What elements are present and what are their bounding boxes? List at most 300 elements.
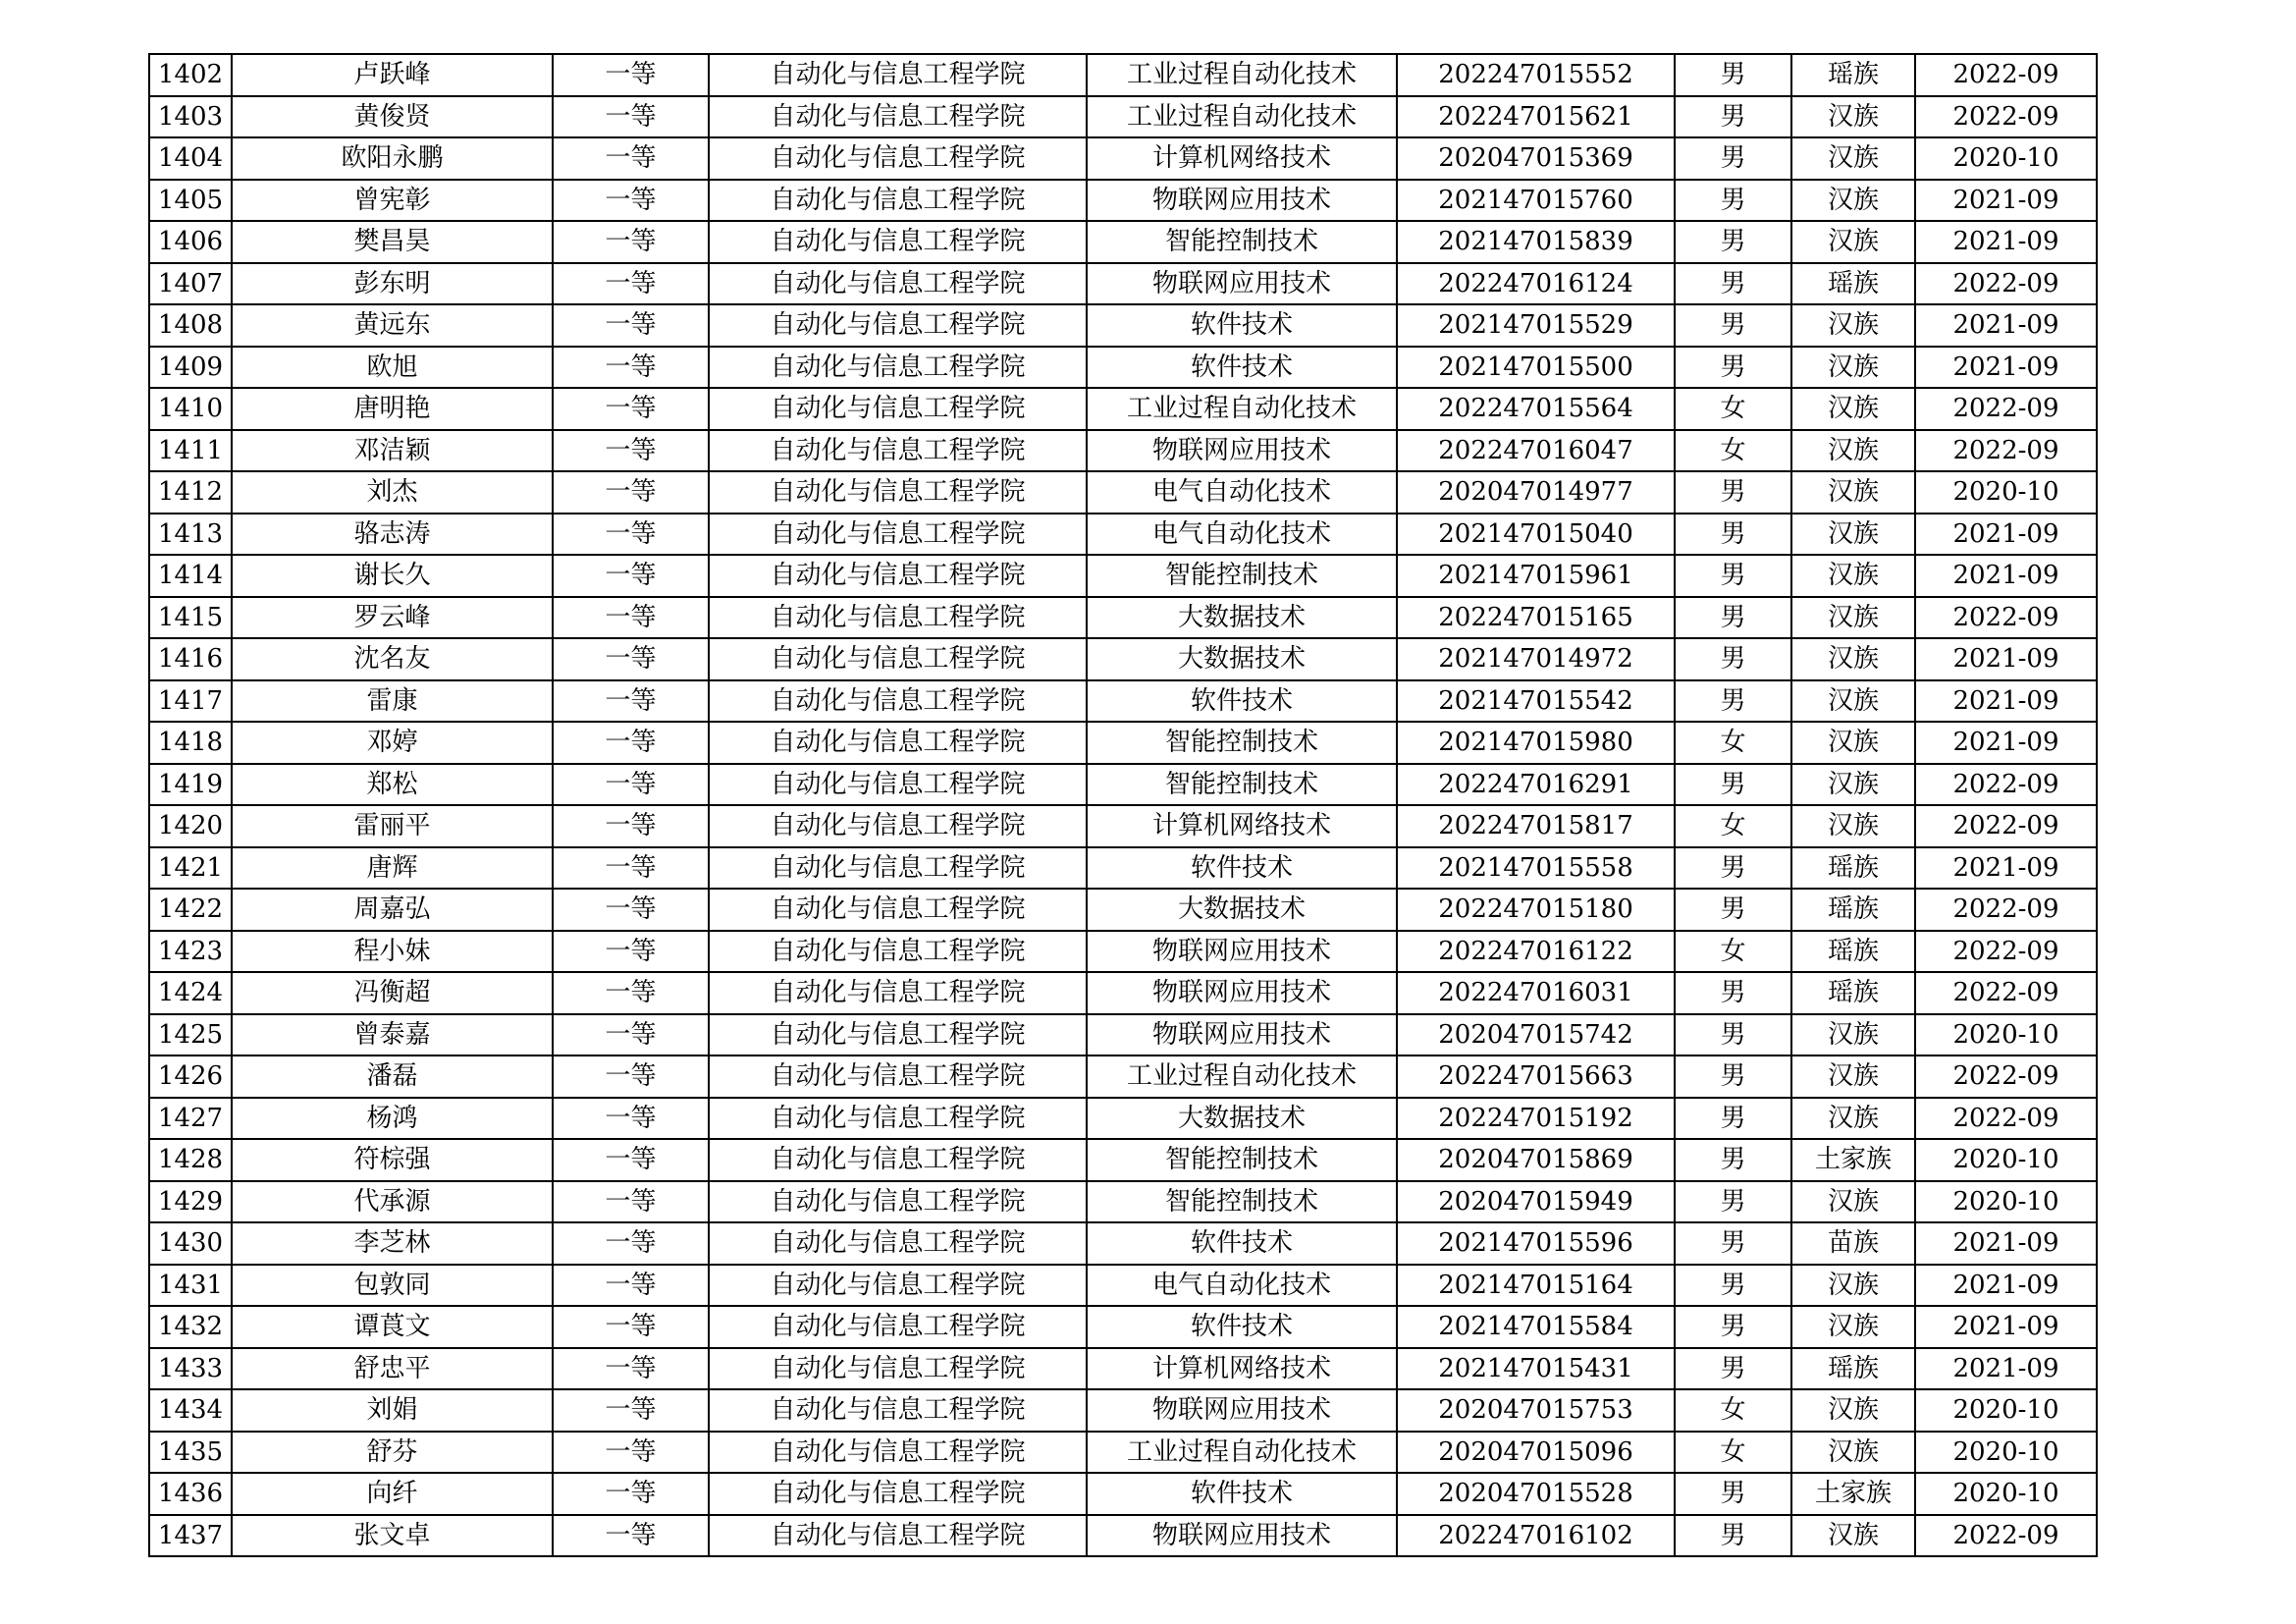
student-id-cell: 202147015980 [1397, 722, 1675, 764]
ethnicity-cell: 瑶族 [1791, 847, 1915, 890]
college-cell: 自动化与信息工程学院 [709, 1389, 1087, 1432]
college-cell: 自动化与信息工程学院 [709, 96, 1087, 138]
major-cell: 大数据技术 [1087, 889, 1397, 931]
table-row [149, 263, 2097, 305]
table-row [149, 137, 2097, 180]
enrollment-date-cell: 2021-09 [1915, 1348, 2097, 1390]
student-id-cell: 202147015040 [1397, 514, 1675, 556]
enrollment-date-cell: 2020-10 [1915, 471, 2097, 514]
gender-cell: 男 [1675, 347, 1791, 389]
college-cell: 自动化与信息工程学院 [709, 1014, 1087, 1056]
name-cell: 谢长久 [232, 555, 553, 597]
ethnicity-cell: 汉族 [1791, 180, 1915, 222]
student-id-cell: 202147015542 [1397, 680, 1675, 723]
row-number-cell: 1435 [149, 1432, 232, 1474]
table-row [149, 221, 2097, 263]
student-id-cell: 202147015529 [1397, 304, 1675, 347]
row-number-cell: 1415 [149, 597, 232, 639]
college-cell: 自动化与信息工程学院 [709, 722, 1087, 764]
college-cell: 自动化与信息工程学院 [709, 805, 1087, 847]
ethnicity-cell: 瑶族 [1791, 263, 1915, 305]
table-row [149, 388, 2097, 430]
name-cell: 黄远东 [232, 304, 553, 347]
student-id-cell: 202047015949 [1397, 1181, 1675, 1223]
award-level-cell: 一等 [553, 1098, 709, 1140]
enrollment-date-cell: 2022-09 [1915, 96, 2097, 138]
major-cell: 计算机网络技术 [1087, 1348, 1397, 1390]
gender-cell: 男 [1675, 471, 1791, 514]
table-row [149, 931, 2097, 973]
row-number-cell: 1423 [149, 931, 232, 973]
student-id-cell: 202247015564 [1397, 388, 1675, 430]
name-cell: 欧阳永鹏 [232, 137, 553, 180]
row-number-cell: 1416 [149, 638, 232, 680]
award-level-cell: 一等 [553, 1222, 709, 1265]
enrollment-date-cell: 2022-09 [1915, 889, 2097, 931]
student-id-cell: 202247015552 [1397, 54, 1675, 96]
gender-cell: 男 [1675, 847, 1791, 890]
gender-cell: 男 [1675, 638, 1791, 680]
award-level-cell: 一等 [553, 847, 709, 890]
gender-cell: 男 [1675, 1014, 1791, 1056]
table-body [149, 54, 2097, 1556]
ethnicity-cell: 汉族 [1791, 1265, 1915, 1307]
row-number-cell: 1433 [149, 1348, 232, 1390]
ethnicity-cell: 汉族 [1791, 1181, 1915, 1223]
row-number-cell: 1410 [149, 388, 232, 430]
name-cell: 舒忠平 [232, 1348, 553, 1390]
enrollment-date-cell: 2021-09 [1915, 514, 2097, 556]
student-id-cell: 202047015869 [1397, 1139, 1675, 1181]
enrollment-date-cell: 2020-10 [1915, 1473, 2097, 1515]
award-level-cell: 一等 [553, 764, 709, 806]
ethnicity-cell: 汉族 [1791, 347, 1915, 389]
gender-cell: 男 [1675, 1056, 1791, 1098]
enrollment-date-cell: 2021-09 [1915, 1265, 2097, 1307]
enrollment-date-cell: 2022-09 [1915, 597, 2097, 639]
ethnicity-cell: 土家族 [1791, 1139, 1915, 1181]
award-level-cell: 一等 [553, 722, 709, 764]
ethnicity-cell: 苗族 [1791, 1222, 1915, 1265]
row-number-cell: 1437 [149, 1515, 232, 1557]
major-cell: 工业过程自动化技术 [1087, 1432, 1397, 1474]
name-cell: 唐明艳 [232, 388, 553, 430]
major-cell: 软件技术 [1087, 304, 1397, 347]
college-cell: 自动化与信息工程学院 [709, 471, 1087, 514]
college-cell: 自动化与信息工程学院 [709, 1139, 1087, 1181]
enrollment-date-cell: 2021-09 [1915, 638, 2097, 680]
table-row [149, 1098, 2097, 1140]
table-row [149, 1222, 2097, 1265]
student-id-cell: 202247016102 [1397, 1515, 1675, 1557]
table-row [149, 1056, 2097, 1098]
enrollment-date-cell: 2022-09 [1915, 430, 2097, 472]
row-number-cell: 1402 [149, 54, 232, 96]
student-id-cell: 202047015528 [1397, 1473, 1675, 1515]
row-number-cell: 1405 [149, 180, 232, 222]
name-cell: 樊昌昊 [232, 221, 553, 263]
award-level-cell: 一等 [553, 1432, 709, 1474]
college-cell: 自动化与信息工程学院 [709, 1348, 1087, 1390]
ethnicity-cell: 汉族 [1791, 471, 1915, 514]
name-cell: 黄俊贤 [232, 96, 553, 138]
name-cell: 卢跃峰 [232, 54, 553, 96]
row-number-cell: 1409 [149, 347, 232, 389]
gender-cell: 男 [1675, 597, 1791, 639]
award-level-cell: 一等 [553, 1056, 709, 1098]
student-id-cell: 202147015760 [1397, 180, 1675, 222]
ethnicity-cell: 汉族 [1791, 597, 1915, 639]
enrollment-date-cell: 2020-10 [1915, 137, 2097, 180]
award-level-cell: 一等 [553, 388, 709, 430]
table-row [149, 1432, 2097, 1474]
table-row [149, 638, 2097, 680]
ethnicity-cell: 瑶族 [1791, 972, 1915, 1014]
name-cell: 邓婷 [232, 722, 553, 764]
gender-cell: 男 [1675, 1473, 1791, 1515]
name-cell: 符棕强 [232, 1139, 553, 1181]
row-number-cell: 1425 [149, 1014, 232, 1056]
table-row [149, 1306, 2097, 1348]
gender-cell: 男 [1675, 1306, 1791, 1348]
major-cell: 大数据技术 [1087, 597, 1397, 639]
gender-cell: 男 [1675, 1348, 1791, 1390]
enrollment-date-cell: 2021-09 [1915, 304, 2097, 347]
college-cell: 自动化与信息工程学院 [709, 430, 1087, 472]
enrollment-date-cell: 2021-09 [1915, 1222, 2097, 1265]
award-level-cell: 一等 [553, 96, 709, 138]
gender-cell: 女 [1675, 931, 1791, 973]
ethnicity-cell: 瑶族 [1791, 889, 1915, 931]
major-cell: 软件技术 [1087, 1473, 1397, 1515]
table-row [149, 555, 2097, 597]
award-level-cell: 一等 [553, 471, 709, 514]
major-cell: 智能控制技术 [1087, 1139, 1397, 1181]
college-cell: 自动化与信息工程学院 [709, 847, 1087, 890]
name-cell: 冯衡超 [232, 972, 553, 1014]
ethnicity-cell: 瑶族 [1791, 931, 1915, 973]
row-number-cell: 1406 [149, 221, 232, 263]
student-id-cell: 202147014972 [1397, 638, 1675, 680]
major-cell: 工业过程自动化技术 [1087, 96, 1397, 138]
major-cell: 物联网应用技术 [1087, 972, 1397, 1014]
name-cell: 骆志涛 [232, 514, 553, 556]
name-cell: 周嘉弘 [232, 889, 553, 931]
major-cell: 物联网应用技术 [1087, 263, 1397, 305]
college-cell: 自动化与信息工程学院 [709, 972, 1087, 1014]
ethnicity-cell: 汉族 [1791, 1432, 1915, 1474]
student-id-cell: 202147015584 [1397, 1306, 1675, 1348]
college-cell: 自动化与信息工程学院 [709, 1473, 1087, 1515]
major-cell: 计算机网络技术 [1087, 137, 1397, 180]
name-cell: 郑松 [232, 764, 553, 806]
student-id-cell: 202047014977 [1397, 471, 1675, 514]
enrollment-date-cell: 2021-09 [1915, 847, 2097, 890]
row-number-cell: 1408 [149, 304, 232, 347]
gender-cell: 男 [1675, 137, 1791, 180]
gender-cell: 男 [1675, 304, 1791, 347]
ethnicity-cell: 汉族 [1791, 221, 1915, 263]
college-cell: 自动化与信息工程学院 [709, 597, 1087, 639]
enrollment-date-cell: 2020-10 [1915, 1432, 2097, 1474]
ethnicity-cell: 瑶族 [1791, 54, 1915, 96]
major-cell: 工业过程自动化技术 [1087, 1056, 1397, 1098]
enrollment-date-cell: 2022-09 [1915, 1056, 2097, 1098]
award-level-cell: 一等 [553, 1014, 709, 1056]
award-level-cell: 一等 [553, 1348, 709, 1390]
ethnicity-cell: 汉族 [1791, 555, 1915, 597]
major-cell: 计算机网络技术 [1087, 805, 1397, 847]
row-number-cell: 1417 [149, 680, 232, 723]
college-cell: 自动化与信息工程学院 [709, 221, 1087, 263]
award-level-cell: 一等 [553, 1139, 709, 1181]
table-row [149, 347, 2097, 389]
major-cell: 大数据技术 [1087, 638, 1397, 680]
enrollment-date-cell: 2021-09 [1915, 347, 2097, 389]
major-cell: 软件技术 [1087, 347, 1397, 389]
award-level-cell: 一等 [553, 1306, 709, 1348]
college-cell: 自动化与信息工程学院 [709, 180, 1087, 222]
award-level-cell: 一等 [553, 263, 709, 305]
college-cell: 自动化与信息工程学院 [709, 137, 1087, 180]
name-cell: 刘娟 [232, 1389, 553, 1432]
ethnicity-cell: 土家族 [1791, 1473, 1915, 1515]
table-row [149, 680, 2097, 723]
award-level-cell: 一等 [553, 1265, 709, 1307]
table-row [149, 847, 2097, 890]
table-row [149, 972, 2097, 1014]
row-number-cell: 1411 [149, 430, 232, 472]
student-id-cell: 202247015663 [1397, 1056, 1675, 1098]
table-row [149, 430, 2097, 472]
student-id-cell: 202247015192 [1397, 1098, 1675, 1140]
name-cell: 雷康 [232, 680, 553, 723]
college-cell: 自动化与信息工程学院 [709, 764, 1087, 806]
row-number-cell: 1432 [149, 1306, 232, 1348]
major-cell: 智能控制技术 [1087, 764, 1397, 806]
enrollment-date-cell: 2021-09 [1915, 722, 2097, 764]
student-id-cell: 202247015180 [1397, 889, 1675, 931]
award-level-cell: 一等 [553, 430, 709, 472]
major-cell: 物联网应用技术 [1087, 430, 1397, 472]
ethnicity-cell: 汉族 [1791, 1389, 1915, 1432]
award-level-cell: 一等 [553, 555, 709, 597]
name-cell: 唐辉 [232, 847, 553, 890]
table-row [149, 1265, 2097, 1307]
ethnicity-cell: 汉族 [1791, 388, 1915, 430]
table-row [149, 471, 2097, 514]
ethnicity-cell: 汉族 [1791, 1098, 1915, 1140]
gender-cell: 男 [1675, 54, 1791, 96]
table-row [149, 764, 2097, 806]
college-cell: 自动化与信息工程学院 [709, 931, 1087, 973]
student-id-cell: 202247016031 [1397, 972, 1675, 1014]
award-level-cell: 一等 [553, 1515, 709, 1557]
table-row [149, 514, 2097, 556]
award-level-cell: 一等 [553, 1389, 709, 1432]
name-cell: 包敦同 [232, 1265, 553, 1307]
name-cell: 舒芬 [232, 1432, 553, 1474]
award-level-cell: 一等 [553, 805, 709, 847]
major-cell: 电气自动化技术 [1087, 1265, 1397, 1307]
row-number-cell: 1414 [149, 555, 232, 597]
ethnicity-cell: 汉族 [1791, 1515, 1915, 1557]
major-cell: 软件技术 [1087, 680, 1397, 723]
ethnicity-cell: 汉族 [1791, 638, 1915, 680]
student-id-cell: 202247016047 [1397, 430, 1675, 472]
student-id-cell: 202247015165 [1397, 597, 1675, 639]
row-number-cell: 1426 [149, 1056, 232, 1098]
row-number-cell: 1436 [149, 1473, 232, 1515]
name-cell: 沈名友 [232, 638, 553, 680]
name-cell: 雷丽平 [232, 805, 553, 847]
name-cell: 欧旭 [232, 347, 553, 389]
major-cell: 物联网应用技术 [1087, 1014, 1397, 1056]
ethnicity-cell: 汉族 [1791, 805, 1915, 847]
enrollment-date-cell: 2022-09 [1915, 388, 2097, 430]
table-row [149, 805, 2097, 847]
gender-cell: 男 [1675, 96, 1791, 138]
college-cell: 自动化与信息工程学院 [709, 889, 1087, 931]
table-row [149, 304, 2097, 347]
college-cell: 自动化与信息工程学院 [709, 1515, 1087, 1557]
table-row [149, 96, 2097, 138]
college-cell: 自动化与信息工程学院 [709, 1265, 1087, 1307]
table-row [149, 1139, 2097, 1181]
row-number-cell: 1419 [149, 764, 232, 806]
table-row [149, 1515, 2097, 1557]
row-number-cell: 1420 [149, 805, 232, 847]
ethnicity-cell: 汉族 [1791, 722, 1915, 764]
student-id-cell: 202147015961 [1397, 555, 1675, 597]
college-cell: 自动化与信息工程学院 [709, 263, 1087, 305]
row-number-cell: 1434 [149, 1389, 232, 1432]
table-row [149, 54, 2097, 96]
ethnicity-cell: 汉族 [1791, 514, 1915, 556]
gender-cell: 男 [1675, 514, 1791, 556]
name-cell: 彭东明 [232, 263, 553, 305]
name-cell: 曾宪彰 [232, 180, 553, 222]
name-cell: 代承源 [232, 1181, 553, 1223]
student-id-cell: 202147015500 [1397, 347, 1675, 389]
college-cell: 自动化与信息工程学院 [709, 304, 1087, 347]
award-level-cell: 一等 [553, 1473, 709, 1515]
enrollment-date-cell: 2020-10 [1915, 1389, 2097, 1432]
college-cell: 自动化与信息工程学院 [709, 54, 1087, 96]
row-number-cell: 1412 [149, 471, 232, 514]
table-row [149, 597, 2097, 639]
award-level-cell: 一等 [553, 54, 709, 96]
name-cell: 向纤 [232, 1473, 553, 1515]
gender-cell: 男 [1675, 680, 1791, 723]
gender-cell: 女 [1675, 805, 1791, 847]
name-cell: 邓洁颖 [232, 430, 553, 472]
ethnicity-cell: 汉族 [1791, 96, 1915, 138]
college-cell: 自动化与信息工程学院 [709, 1056, 1087, 1098]
college-cell: 自动化与信息工程学院 [709, 1306, 1087, 1348]
enrollment-date-cell: 2022-09 [1915, 1098, 2097, 1140]
table-row [149, 1014, 2097, 1056]
gender-cell: 女 [1675, 430, 1791, 472]
ethnicity-cell: 汉族 [1791, 1014, 1915, 1056]
enrollment-date-cell: 2020-10 [1915, 1014, 2097, 1056]
gender-cell: 男 [1675, 221, 1791, 263]
gender-cell: 男 [1675, 1222, 1791, 1265]
award-level-cell: 一等 [553, 137, 709, 180]
college-cell: 自动化与信息工程学院 [709, 638, 1087, 680]
major-cell: 物联网应用技术 [1087, 1515, 1397, 1557]
award-level-cell: 一等 [553, 347, 709, 389]
student-id-cell: 202147015164 [1397, 1265, 1675, 1307]
enrollment-date-cell: 2021-09 [1915, 680, 2097, 723]
major-cell: 智能控制技术 [1087, 1181, 1397, 1223]
student-id-cell: 202047015742 [1397, 1014, 1675, 1056]
gender-cell: 男 [1675, 263, 1791, 305]
student-id-cell: 202247016122 [1397, 931, 1675, 973]
major-cell: 物联网应用技术 [1087, 180, 1397, 222]
table-row [149, 1473, 2097, 1515]
name-cell: 杨鸿 [232, 1098, 553, 1140]
enrollment-date-cell: 2022-09 [1915, 263, 2097, 305]
enrollment-date-cell: 2021-09 [1915, 180, 2097, 222]
major-cell: 智能控制技术 [1087, 722, 1397, 764]
enrollment-date-cell: 2022-09 [1915, 931, 2097, 973]
student-id-cell: 202147015431 [1397, 1348, 1675, 1390]
ethnicity-cell: 汉族 [1791, 430, 1915, 472]
enrollment-date-cell: 2020-10 [1915, 1139, 2097, 1181]
award-level-cell: 一等 [553, 514, 709, 556]
row-number-cell: 1427 [149, 1098, 232, 1140]
row-number-cell: 1424 [149, 972, 232, 1014]
award-level-cell: 一等 [553, 680, 709, 723]
table-row [149, 1181, 2097, 1223]
major-cell: 工业过程自动化技术 [1087, 388, 1397, 430]
ethnicity-cell: 汉族 [1791, 1056, 1915, 1098]
college-cell: 自动化与信息工程学院 [709, 347, 1087, 389]
student-id-cell: 202147015558 [1397, 847, 1675, 890]
table-row [149, 1389, 2097, 1432]
college-cell: 自动化与信息工程学院 [709, 1098, 1087, 1140]
table-row [149, 722, 2097, 764]
major-cell: 物联网应用技术 [1087, 931, 1397, 973]
college-cell: 自动化与信息工程学院 [709, 680, 1087, 723]
award-level-cell: 一等 [553, 889, 709, 931]
enrollment-date-cell: 2022-09 [1915, 54, 2097, 96]
gender-cell: 男 [1675, 889, 1791, 931]
ethnicity-cell: 汉族 [1791, 304, 1915, 347]
row-number-cell: 1404 [149, 137, 232, 180]
student-id-cell: 202047015096 [1397, 1432, 1675, 1474]
college-cell: 自动化与信息工程学院 [709, 1432, 1087, 1474]
major-cell: 电气自动化技术 [1087, 471, 1397, 514]
name-cell: 程小妹 [232, 931, 553, 973]
table-row [149, 1348, 2097, 1390]
ethnicity-cell: 瑶族 [1791, 1348, 1915, 1390]
name-cell: 潘磊 [232, 1056, 553, 1098]
award-level-cell: 一等 [553, 972, 709, 1014]
row-number-cell: 1429 [149, 1181, 232, 1223]
name-cell: 罗云峰 [232, 597, 553, 639]
enrollment-date-cell: 2021-09 [1915, 555, 2097, 597]
college-cell: 自动化与信息工程学院 [709, 388, 1087, 430]
student-id-cell: 202047015753 [1397, 1389, 1675, 1432]
student-id-cell: 202147015596 [1397, 1222, 1675, 1265]
ethnicity-cell: 汉族 [1791, 680, 1915, 723]
gender-cell: 女 [1675, 388, 1791, 430]
award-level-cell: 一等 [553, 597, 709, 639]
major-cell: 软件技术 [1087, 1222, 1397, 1265]
gender-cell: 男 [1675, 555, 1791, 597]
